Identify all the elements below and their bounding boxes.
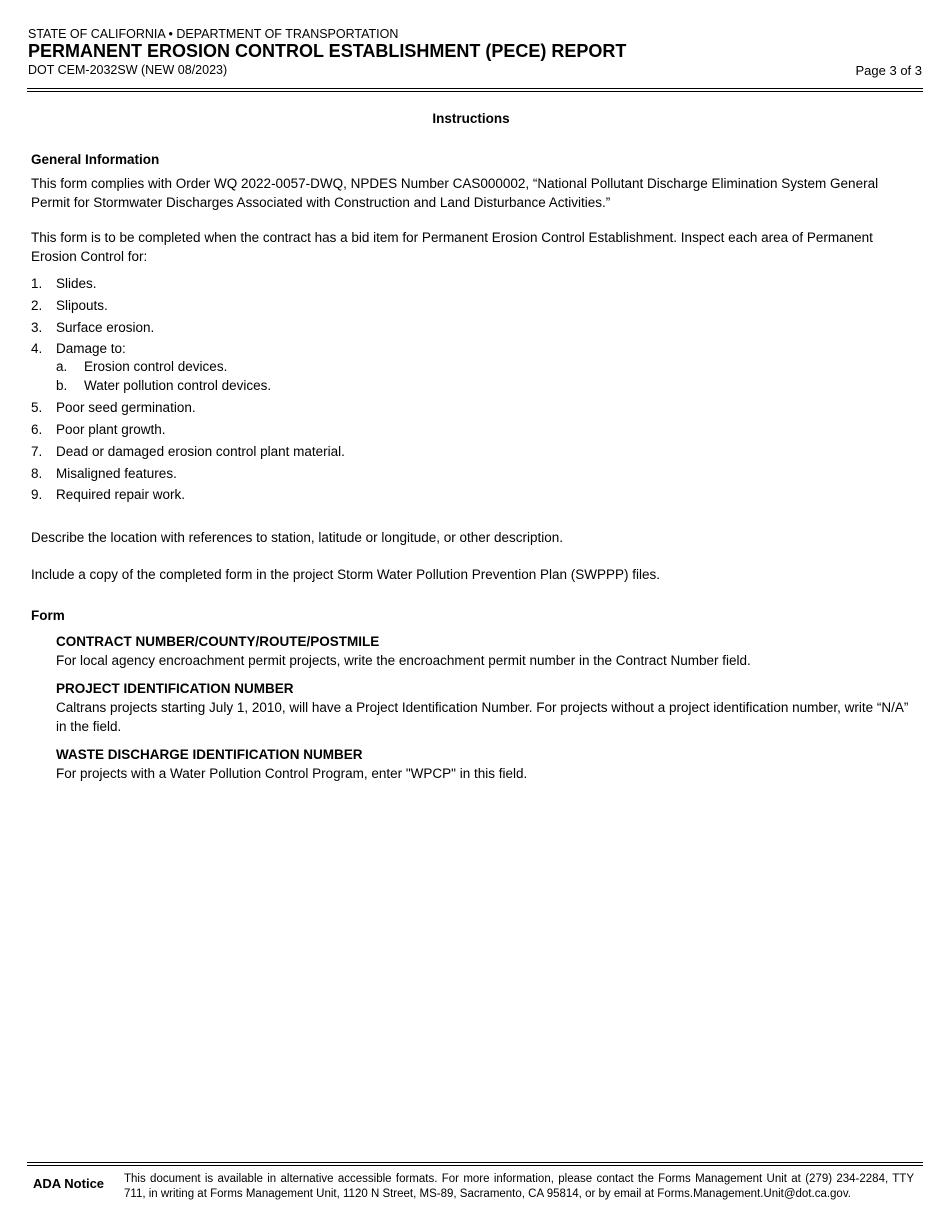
form-info-row [28, 63, 922, 78]
field-description: For projects with a Water Pollution Control Program, enter "WPCP" in this field. [56, 766, 528, 782]
list-item: 8. Misaligned features. [31, 465, 177, 481]
field-instruction-project-id [56, 679, 911, 736]
page-number: Page 3 of 3 [855, 63, 922, 78]
damage-sublist [56, 358, 911, 395]
footer-divider [27, 1162, 923, 1163]
inspection-list [31, 274, 911, 504]
field-name: PROJECT IDENTIFICATION NUMBER [56, 681, 294, 697]
location-paragraph: Describe the location with references to station, latitude or longitude, or other description. [31, 530, 564, 546]
agency-name: STATE OF CALIFORNIA • DEPARTMENT OF TRANSPORTATION [28, 27, 399, 41]
compliance-paragraph: This form complies with Order WQ 2022-0057-DWQ, NPDES Number CAS000002, “National Pollutant Discharge Elimination System General Permit for Stormwater Discharges Associated with Construction and Land Disturbance Activities.” [31, 176, 879, 210]
list-item: 4. Damage to: a. Erosion control devices. b. Water pollution control devices. [31, 339, 911, 395]
list-item: 7. Dead or damaged erosion control plant material. [31, 443, 345, 459]
list-item: 9. Required repair work. [31, 487, 186, 503]
field-name: WASTE DISCHARGE IDENTIFICATION NUMBER [56, 747, 363, 763]
list-item: 3. Surface erosion. [31, 319, 155, 335]
report-title: PERMANENT EROSION CONTROL ESTABLISHMENT (PECE) REPORT [28, 41, 627, 61]
field-description: For local agency encroachment permit projects, write the encroachment permit number in the Contract Number field. [56, 653, 751, 669]
general-info-heading: General Information [31, 152, 160, 167]
list-item: 6. Poor plant growth. [31, 421, 166, 437]
sub-list-item: a. Erosion control devices. [56, 359, 228, 375]
page-header [28, 27, 922, 78]
instructions-body [31, 109, 911, 783]
swppp-paragraph: Include a copy of the completed form in the project Storm Water Pollution Prevention Plan (SWPPP) files. [31, 567, 661, 583]
ada-notice-label: ADA Notice [33, 1176, 105, 1191]
completion-paragraph: This form is to be completed when the contract has a bid item for Permanent Erosion Control Establishment. Inspect each area of Permanent Erosion Control for: [31, 230, 873, 264]
footer-divider-double [27, 1165, 923, 1166]
ada-notice-text: This document is available in alternative accessible formats. For more information, please contact the Forms Management Unit at (279) 234-2284, TTY 711, in writing at Forms Management Unit, 1120 N Street, MS-89, Sacramento, CA 95814, or by email at Forms.Management.Unit@dot.ca.gov. [124, 1173, 914, 1200]
form-number: DOT CEM-2032SW (NEW 08/2023) [28, 63, 228, 77]
header-divider-double [27, 91, 923, 92]
field-name: CONTRACT NUMBER/COUNTY/ROUTE/POSTMILE [56, 634, 380, 650]
field-description: Caltrans projects starting July 1, 2010, will have a Project Identification Number. For projects without a project identification number, write “N/A” in the field. [56, 700, 909, 735]
list-item: 1. Slides. [31, 276, 97, 291]
instructions-title: Instructions [432, 111, 510, 126]
field-instruction-waste-discharge [56, 745, 911, 783]
sub-list-item: b. Water pollution control devices. [56, 377, 272, 393]
field-instruction-contract [56, 632, 911, 670]
header-divider [27, 88, 923, 89]
form-heading: Form [31, 608, 65, 624]
list-item: 2. Slipouts. [31, 297, 108, 313]
list-item: 5. Poor seed germination. [31, 400, 196, 416]
